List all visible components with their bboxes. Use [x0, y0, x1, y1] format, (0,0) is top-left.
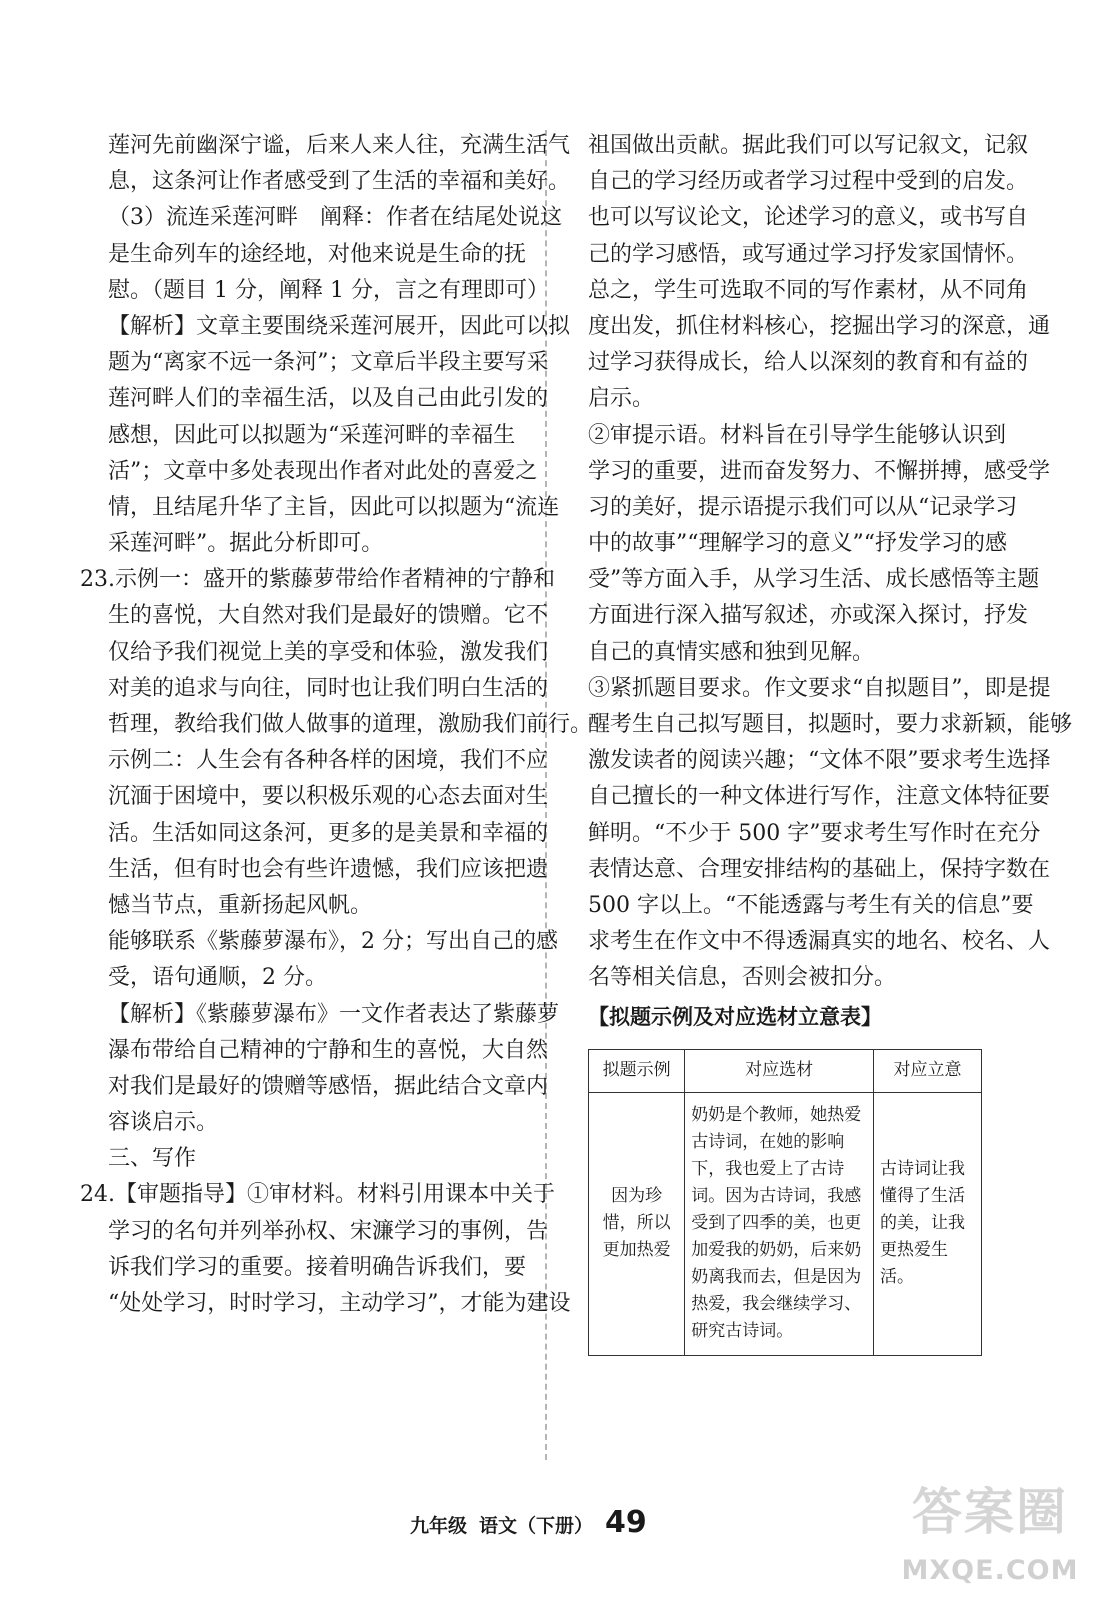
right-column-line: 方面进行深入描写叙述，亦或深入探讨，抒发: [588, 603, 1029, 629]
right-column-line: 中的故事”“理解学习的意义”“抒发学习的感: [588, 531, 1007, 557]
left-column-line: 学习的名句并列举孙权、宋濂学习的事例，告: [108, 1218, 549, 1244]
left-column-line: 受，语句通顺，2 分。: [108, 965, 327, 991]
title-material-theme-table: [588, 1049, 982, 1356]
header-title-example: 拟题示例: [589, 1049, 685, 1092]
right-column-line: 启示。: [588, 386, 655, 412]
left-column-line: 生活，但有时也会有些许遗憾，我们应该把遗: [108, 856, 549, 882]
right-column-line: 度出发，抓住材料核心，挖掘出学习的深意，通: [588, 313, 1051, 339]
left-column-line: 【解析】文章主要围绕采莲河展开，因此可以拟: [108, 313, 571, 339]
right-column-line: 己的学习感悟，或写通过学习抒发家国情怀。: [588, 241, 1029, 267]
left-column-line: 沉湎于困境中，要以积极乐观的心态去面对生: [108, 784, 549, 810]
watermark-logo-text: 答案圈: [912, 1483, 1068, 1541]
table-title: 【拟题示例及对应选材立意表】: [588, 1003, 882, 1029]
left-column-line: 对我们是最好的馈赠等感悟，据此结合文章内: [108, 1073, 549, 1099]
right-column-text: [588, 128, 1073, 997]
right-column: [588, 128, 1073, 1356]
right-column-line: 醒考生自己拟写题目，拟题时，要力求新颖，能够: [588, 712, 1073, 737]
right-column-line: 表情达意、合理安排结构的基础上，保持字数在: [588, 856, 1051, 882]
right-column-line: 名等相关信息，否则会被扣分。: [588, 965, 897, 991]
left-column-line: 生的喜悦，大自然对我们是最好的馈赠。它不: [108, 603, 549, 629]
left-column: [80, 128, 593, 1322]
cell-title-example: 因为珍惜，所以更加热爱: [589, 1092, 685, 1355]
left-column-line: 憾当节点，重新扬起风帆。: [108, 892, 373, 918]
right-column-line: 自己擅长的一种文体进行写作，注意文体特征要: [588, 784, 1051, 810]
left-column-line: 慰。（题目 1 分，阐释 1 分，言之有理即可）: [108, 277, 549, 303]
right-column-line: 学习的重要，进而奋发努力、不懈拼搏，感受学: [588, 458, 1051, 484]
left-column-line: 24.【审题指导】①审材料。材料引用课本中关于: [80, 1182, 555, 1208]
right-column-line: ③紧抓题目要求。作文要求“自拟题目”，即是提: [588, 675, 1051, 701]
cell-material: 奶奶是个教师，她热爱古诗词，在她的影响下，我也爱上了古诗词。因为古诗词，我感受到了四季的美，也更加爱我的奶奶，后来奶奶离我而去，但是因为热爱，我会继续学习、研究古诗词。: [685, 1092, 874, 1355]
left-column-line: 活”；文章中多处表现出作者对此处的喜爱之: [108, 458, 538, 484]
left-column-line: 诉我们学习的重要。接着明确告诉我们，要: [108, 1254, 527, 1280]
right-column-line: 总之，学生可选取不同的写作素材，从不同角: [588, 277, 1029, 303]
left-column-line: 示例二：人生会有各种各样的困境，我们不应: [108, 748, 549, 774]
left-column-line: 感想，因此可以拟题为“采莲河畔的幸福生: [108, 422, 516, 448]
footer-grade: 九年级: [410, 1515, 468, 1537]
left-column-line: 23.示例一：盛开的紫藤萝带给作者精神的宁静和: [80, 567, 555, 593]
right-column-line: 过学习获得成长，给人以深刻的教育和有益的: [588, 350, 1029, 376]
left-column-line: 情，且结尾升华了主旨，因此可以拟题为“流连: [108, 494, 560, 520]
watermark-logo: [895, 1468, 1085, 1590]
left-column-line: 是生命列车的途经地，对他来说是生命的抚: [108, 241, 527, 267]
left-column-line: 息，这条河让作者感受到了生活的幸福和美好。: [108, 169, 571, 195]
right-column-line: 也可以写议论文，论述学习的意义，或书写自: [588, 205, 1029, 231]
table-header-row: [589, 1049, 982, 1092]
left-column-line: 瀑布带给自己精神的宁静和生的喜悦，大自然: [108, 1037, 549, 1063]
cell-theme: 古诗词让我懂得了生活的美，让我更热爱生活。: [873, 1092, 981, 1355]
left-column-line: 三、写作: [108, 1146, 197, 1172]
left-column-line: （3）流连采莲河畔 阐释：作者在结尾处说这: [108, 205, 562, 231]
right-column-line: 自己的真情实感和独到见解。: [588, 639, 875, 665]
page-number: 49: [605, 1505, 647, 1540]
right-column-line: 鲜明。“不少于 500 字”要求考生写作时在充分: [588, 820, 1041, 846]
watermark-site-text: MXQE.COM: [901, 1555, 1079, 1586]
right-column-line: 受”等方面入手，从学习生活、成长感悟等主题: [588, 567, 1040, 593]
left-column-line: 莲河畔人们的幸福生活，以及自己由此引发的: [108, 386, 549, 412]
left-column-line: 哲理，教给我们做人做事的道理，激励我们前行。: [108, 712, 593, 737]
left-column-line: 容谈启示。: [108, 1110, 219, 1136]
header-material: 对应选材: [685, 1049, 874, 1092]
left-column-line: 仅给予我们视觉上美的享受和体验，激发我们: [108, 639, 549, 665]
left-column-line: 活。生活如同这条河，更多的是美景和幸福的: [108, 820, 549, 846]
left-column-line: 对美的追求与向往，同时也让我们明白生活的: [108, 675, 549, 701]
right-column-line: 习的美好，提示语提示我们可以从“记录学习: [588, 494, 1018, 520]
right-column-line: 求考生在作文中不得透漏真实的地名、校名、人: [588, 929, 1051, 955]
footer-subject: 语文（下册）: [479, 1515, 594, 1537]
right-column-line: 祖国做出贡献。据此我们可以写记叙文，记叙: [588, 133, 1029, 158]
table-row: [589, 1092, 982, 1355]
header-theme: 对应立意: [873, 1049, 981, 1092]
right-column-line: ②审提示语。材料旨在引导学生能够认识到: [588, 422, 1007, 448]
page-footer: [410, 1505, 647, 1545]
left-column-line: “处处学习，时时学习，主动学习”，才能为建设: [108, 1291, 571, 1316]
left-column-line: 题为“离家不远一条河”；文章后半段主要写采: [108, 350, 549, 376]
right-column-line: 500 字以上。“不能透露与考生有关的信息”要: [588, 892, 1034, 918]
left-column-line: 【解析】《紫藤萝瀑布》一文作者表达了紫藤萝: [108, 1001, 560, 1027]
left-column-line: 采莲河畔”。据此分析即可。: [108, 531, 384, 557]
left-column-line: 莲河先前幽深宁谧，后来人来人往，充满生活气: [108, 133, 571, 158]
right-column-line: 激发读者的阅读兴趣；“文体不限”要求考生选择: [588, 748, 1051, 774]
left-column-line: 能够联系《紫藤萝瀑布》，2 分；写出自己的感: [108, 929, 558, 955]
right-column-line: 自己的学习经历或者学习过程中受到的启发。: [588, 169, 1029, 195]
